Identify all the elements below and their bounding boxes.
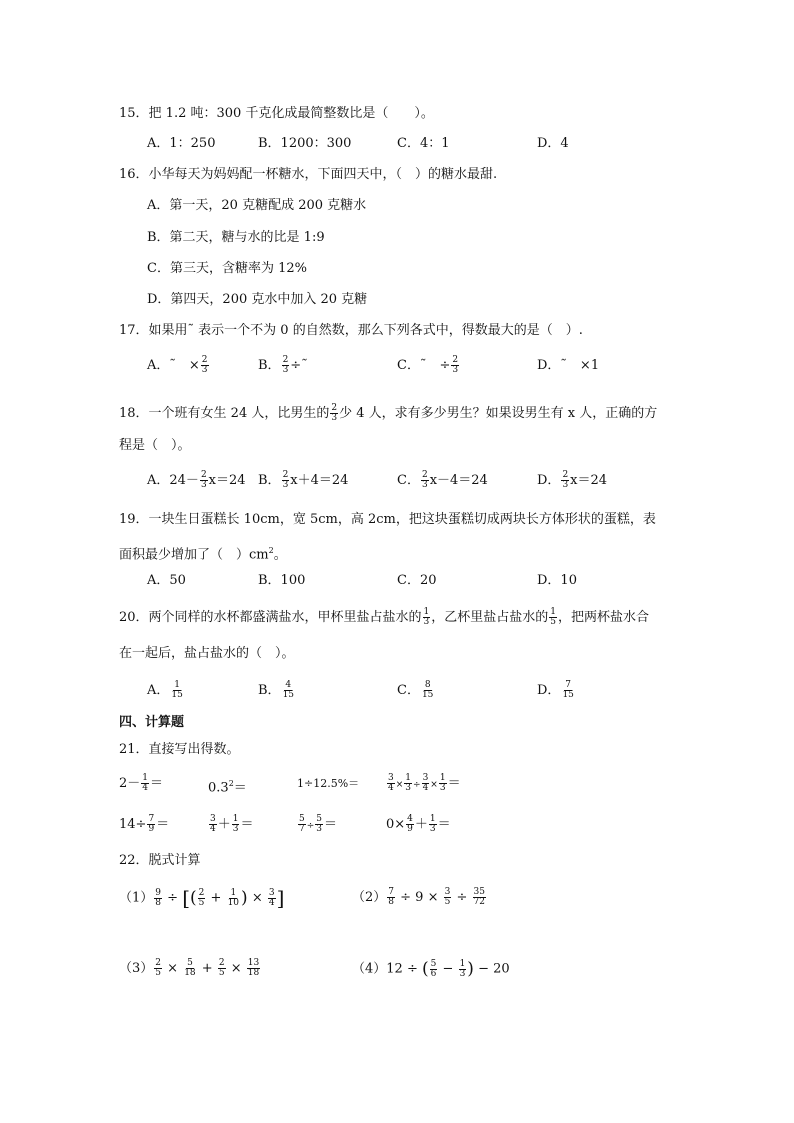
fraction: $\frac{2}{3}$ [331,403,338,423]
question-19-stem: 19．一块生日蛋糕长 10cm，宽 5cm，高 2cm，把这块蛋糕切成两块长方体形状的蛋糕，表 [119,512,656,527]
q22-problem-3: （3） $\frac{2}{5}$ × $\frac{5}{18}$ + $\frac{2}{5}$ × $\frac{13}{18}$ [119,958,260,978]
section-heading: 四、计算题 [119,715,185,730]
fraction: $\frac{5}{7}$ [299,814,305,834]
fraction: $\frac{8}{15}$ [421,680,434,700]
fraction: $\frac{1}{3}$ [232,814,239,834]
fraction: $\frac{1}{4}$ [142,773,149,793]
q19-option-a: A．50 [147,573,186,588]
q15-option-b: B．1200：300 [258,136,352,151]
fraction: $\frac{1}{3}$ [439,773,446,793]
fraction: $\frac{35}{72}$ [473,887,485,907]
fraction: $\frac{5}{6}$ [430,958,437,979]
q18-option-a: A．24－ $\frac{2}{3}$ x＝24 [147,470,246,490]
q16-option-a: A．第一天，20 克糖配成 200 克糖水 [147,198,367,213]
fraction: $\frac{1}{15}$ [171,680,183,700]
fraction: $\frac{4}{9}$ [407,814,413,834]
q21-expr-2: $0.3^2=$ [208,779,247,796]
fraction: $\frac{1}{3}$ [423,607,430,627]
fraction: $\frac{2}{5}$ [218,958,225,978]
q19-option-c: C．20 [397,573,437,588]
fraction: $\frac{3}{5}$ [444,887,451,907]
q15-option-c: C．4：1 [397,136,450,151]
question-18-stem-cont: 程是（ ）。 [119,438,191,453]
q19-option-d: D．10 [537,573,577,588]
fraction: $\frac{7}{15}$ [562,680,574,700]
fraction: $\frac{3}{4}$ [422,773,429,793]
fraction: $\frac{2}{3}$ [282,355,289,375]
q18-option-b: B． $\frac{2}{3}$ x＋4＝24 [258,470,349,490]
q18-option-c: C． $\frac{2}{3}$ x－4＝24 [397,470,488,490]
fraction: $\frac{3}{4}$ [388,773,394,793]
fraction: $\frac{7}{9}$ [148,814,155,834]
q19-option-b: B．100 [258,573,306,588]
fraction: $\frac{1}{10}$ [227,887,240,908]
q18-option-d: D． $\frac{2}{3}$ x＝24 [537,470,608,490]
question-22-title: 22．脱式计算 [119,853,201,868]
question-21-title: 21．直接写出得数。 [119,742,240,757]
fraction: $\frac{9}{8}$ [155,887,162,908]
q16-option-c: C．第三天，含糖率为 12% [147,261,307,276]
q17-option-d: D．˜ ×1 [537,358,600,373]
q17-option-b: B． $\frac{2}{3}$ ÷˜ [258,355,308,375]
q20-option-a: A． $\frac{1}{15}$ [147,680,183,700]
q22-problem-2: （2） $\frac{7}{8}$ ÷ 9 × $\frac{3}{5}$ ÷ $\frac{35}{72}$ [352,887,485,907]
question-16-stem: 16．小华每天为妈妈配一杯糖水，下面四天中，（ ）的糖水最甜. [119,167,498,182]
q17-option-c: C．˜ ÷ $\frac{2}{3}$ [397,355,459,375]
q21-expr-1: 2－ $\frac{1}{4}$ ＝ [119,773,164,793]
fraction: $\frac{2}{3}$ [452,355,459,375]
question-17-stem: 17．如果用˜ 表示一个不为 0 的自然数，那么下列各式中，得数最大的是（ ）. [119,323,583,338]
q21-expr-4: $\frac{3}{4}$ × $\frac{1}{3}$ ÷ $\frac{3}{4}$ × $\frac{1}{3}$ ＝ [388,773,461,793]
q20-option-b: B． $\frac{4}{15}$ [258,680,295,700]
q20-option-d: D． $\frac{7}{15}$ [537,680,574,700]
q17-option-a: A．˜ × $\frac{2}{3}$ [147,355,208,375]
question-15-stem: 15．把 1.2 吨：300 千克化成最简整数比是（ ）。 [119,106,434,121]
q21-expr-5: 14÷ $\frac{7}{9}$ ＝ [119,814,170,834]
fraction: $\frac{5}{3}$ [316,814,323,834]
q20-option-c: C． $\frac{8}{15}$ [397,680,434,700]
question-19-stem-cont: 面积最少增加了（ ）$cm^2$。 [119,546,287,563]
fraction: $\frac{2}{3}$ [201,355,208,375]
fraction: $\frac{1}{3}$ [429,814,436,834]
q21-expr-3: 1÷12.5%＝ [297,777,360,790]
fraction: $\frac{1}{5}$ [550,607,557,627]
q21-expr-7: $\frac{5}{7}$ ÷ $\frac{5}{3}$ ＝ [299,814,338,834]
fraction: $\frac{2}{3}$ [200,470,207,490]
fraction: $\frac{5}{18}$ [184,958,196,978]
fraction: $\frac{7}{8}$ [388,887,395,907]
q16-option-b: B．第二天，糖与水的比是 1:9 [147,230,325,245]
fraction: $\frac{3}{4}$ [210,814,216,834]
fraction: $\frac{2}{3}$ [562,470,569,490]
fraction: $\frac{4}{15}$ [282,680,295,700]
fraction: $\frac{2}{5}$ [155,958,162,978]
q21-expr-8: 0× $\frac{4}{9}$ ＋ $\frac{1}{3}$ ＝ [386,814,451,834]
fraction: $\frac{1}{3}$ [405,773,412,793]
q15-option-d: D．4 [537,136,569,151]
q22-problem-4: （4）12 ÷ ( $\frac{5}{6}$ − $\frac{1}{3}$ ) − 20 [352,958,510,979]
q21-expr-6: $\frac{3}{4}$ ＋ $\frac{1}{3}$ ＝ [210,814,254,834]
question-20-stem-cont: 在一起后，盐占盐水的（ ）。 [119,646,295,661]
fraction: $\frac{13}{18}$ [247,958,260,978]
q15-option-a: A．1：250 [147,136,216,151]
fraction: $\frac{1}{3}$ [459,958,466,979]
question-20-stem: 20．两个同样的水杯都盛满盐水，甲杯里盐占盐水的 $\frac{1}{3}$ ，乙杯里盐占盐水的 $\frac{1}{5}$ ，把两杯盐水合 [119,607,650,627]
q22-problem-1: （1） $\frac{9}{8}$ ÷ [( $\frac{2}{5}$ + $\frac{1}{10}$ ) × $\frac{3}{4}$ ] [119,886,285,910]
fraction: $\frac{2}{5}$ [198,887,205,908]
q16-option-d: D．第四天，200 克水中加入 20 克糖 [147,292,368,307]
fraction: $\frac{2}{3}$ [282,470,289,490]
question-18-stem: 18．一个班有女生 24 人，比男生的 $\frac{2}{3}$ 少 4 人，求有多少男生？如果设男生有 x 人，正确的方 [119,403,658,423]
fraction: $\frac{2}{3}$ [421,470,428,490]
fraction: $\frac{3}{4}$ [268,887,275,908]
